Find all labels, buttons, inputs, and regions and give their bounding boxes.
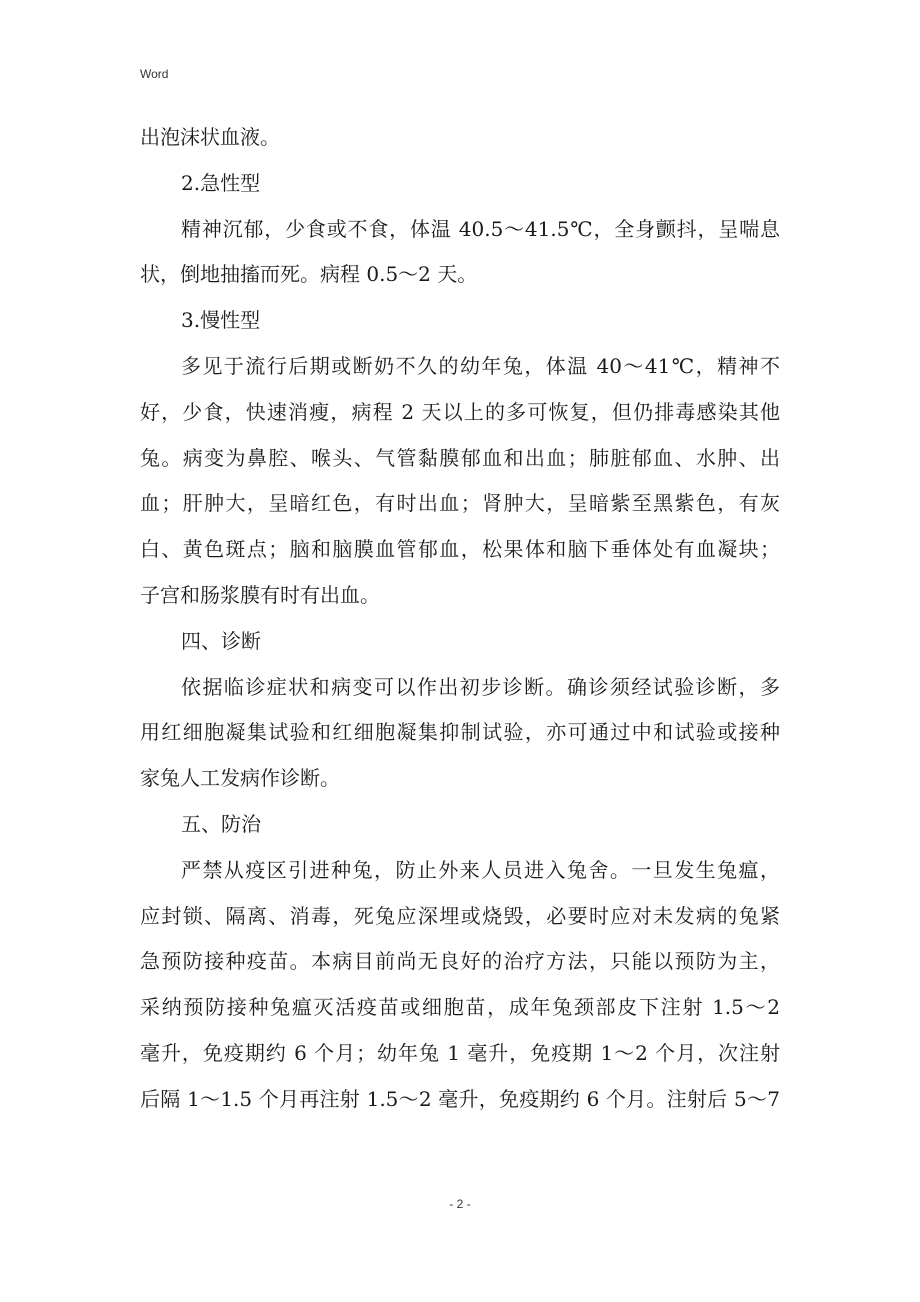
text-line: 白、黄色斑点；脑和脑膜血管郁血，松果体和脑下垂体处有血凝块； — [140, 537, 780, 562]
text-line: 毫升，免疫期约 6 个月；幼年兔 1 毫升，免疫期 1～2 个月，次注射 — [140, 1040, 780, 1065]
text-line: 出泡沫状血液。 — [140, 125, 280, 149]
text-line: 后隔 1～1.5 个月再注射 1.5～2 毫升，免疫期约 6 个月。注射后 5～7 — [140, 1086, 780, 1111]
section-heading-diagnosis: 四、诊断 — [181, 628, 261, 653]
text-line: 严禁从疫区引进种兔，防止外来人员进入兔舍。一旦发生兔瘟， — [181, 857, 780, 882]
subheading-acute: 2.急性型 — [181, 170, 261, 195]
page-number: - 2 - — [449, 1197, 471, 1211]
text-line: 应封锁、隔离、消毒，死兔应深埋或烧毁，必要时应对未发病的兔紧 — [140, 903, 780, 928]
text-line: 家兔人工发病作诊断。 — [140, 766, 340, 791]
text-line: 血；肝肿大，呈暗红色，有时出血；肾肿大，呈暗紫至黑紫色，有灰 — [140, 491, 780, 516]
text-line: 用红细胞凝集试验和红细胞凝集抑制试验，亦可通过中和试验或接种 — [140, 720, 780, 745]
text-line: 子宫和肠浆膜有时有出血。 — [140, 582, 380, 607]
text-line: 精神沉郁，少食或不食，体温 40.5～41.5℃，全身颤抖，呈喘息 — [181, 216, 780, 241]
text-line: 采纳预防接种兔瘟灭活疫苗或细胞苗，成年兔颈部皮下注射 1.5～2 — [140, 995, 780, 1020]
text-line: 兔。病变为鼻腔、喉头、气管黏膜郁血和出血；肺脏郁血、水肿、出 — [140, 445, 780, 470]
text-line: 急预防接种疫苗。本病目前尚无良好的治疗方法，只能以预防为主， — [140, 949, 780, 974]
text-line: 多见于流行后期或断奶不久的幼年兔，体温 40～41℃，精神不 — [181, 353, 780, 378]
subheading-chronic: 3.慢性型 — [181, 308, 261, 333]
section-heading-prevention: 五、防治 — [181, 811, 261, 836]
document-body — [140, 119, 780, 1127]
text-line: 依据临诊症状和病变可以作出初步诊断。确诊须经试验诊断，多 — [181, 674, 780, 699]
text-line: 状，倒地抽搐而死。病程 0.5～2 天。 — [140, 262, 478, 287]
text-line: 好，少食，快速消瘦，病程 2 天以上的多可恢复，但仍排毒感染其他 — [140, 399, 780, 424]
document-header: Word — [140, 67, 169, 81]
